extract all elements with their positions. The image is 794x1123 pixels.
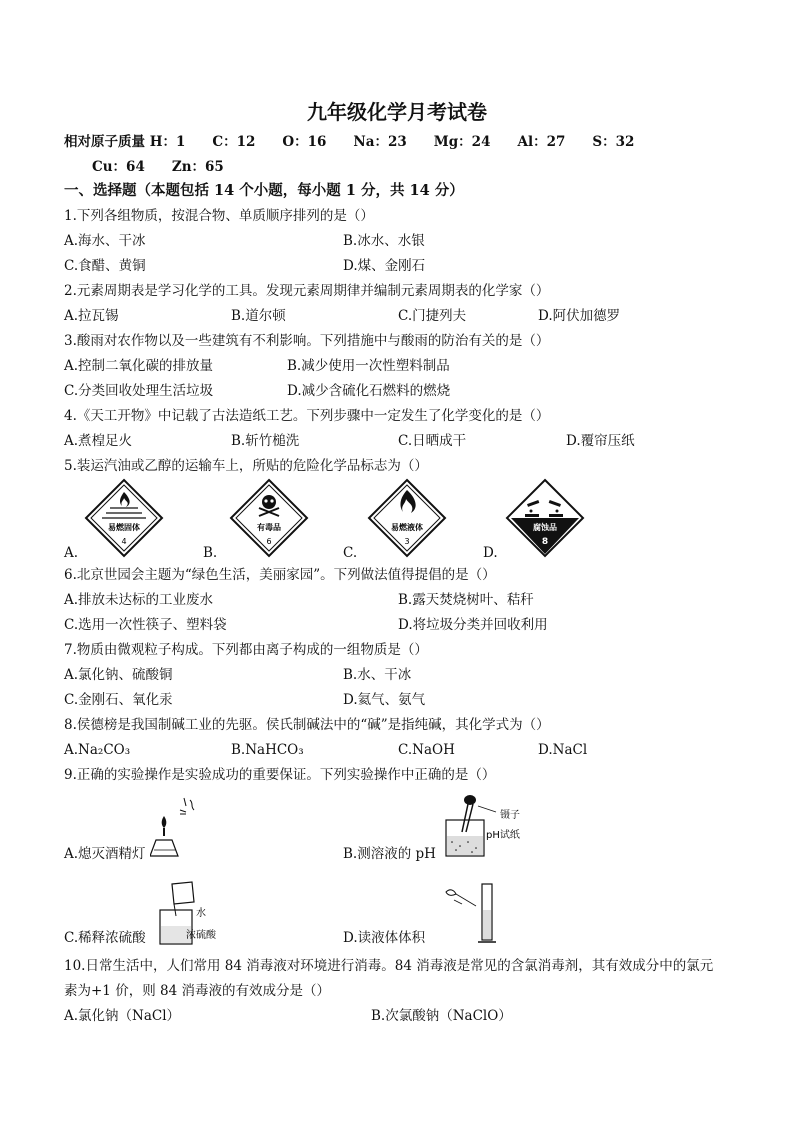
question-stem: 7.物质由微观粒子构成。下列都由离子构成的一组物质是（）: [64, 642, 428, 658]
question-stem: 2.元素周期表是学习化学的工具。发现元素周期律并编制元素周期表的化学家（）: [64, 283, 550, 299]
question-stem: 9.正确的实验操作是实验成功的重要保证。下列实验操作中正确的是（）: [64, 767, 496, 783]
question-stem-cont: 素为+1 价，则 84 消毒液的有效成分是（）: [64, 983, 330, 999]
option: B.测溶液的 pH: [343, 846, 436, 862]
option: A.控制二氧化碳的排放量: [64, 358, 214, 374]
question-stem: 1.下列各组物质，按混合物、单质顺序排列的是（）: [64, 208, 374, 224]
option: A.Na₂CO₃: [64, 742, 131, 758]
ph-test-icon: [440, 792, 560, 862]
toxic-sign-icon: [229, 478, 309, 558]
option: B.次氯酸钠（NaClO）: [371, 1008, 512, 1024]
option: B.冰水、水银: [343, 233, 425, 249]
acid-label: 浓硫酸: [186, 930, 216, 941]
option: C.NaOH: [398, 742, 455, 758]
option: D.将垃圾分类并回收利用: [398, 617, 548, 633]
sign-b-number: 6: [266, 537, 272, 546]
option: A.氯化钠（NaCl）: [64, 1008, 181, 1024]
option: C.: [343, 545, 358, 561]
option: D.煤、金刚石: [343, 258, 426, 274]
sign-d-number: 8: [541, 537, 549, 547]
option: C.稀释浓硫酸: [64, 930, 146, 946]
question-stem: 4.《天工开物》中记载了古法造纸工艺。下列步骤中一定发生了化学变化的是（）: [64, 408, 550, 424]
question-stem: 3.酸雨对农作物以及一些建筑有不利影响。下列措施中与酸雨的防治有关的是（）: [64, 333, 550, 349]
option: D.阿伏加德罗: [538, 308, 621, 324]
flammable-liquid-sign-icon: [367, 478, 447, 558]
alcohol-lamp-icon: [150, 796, 200, 860]
sign-a-text: 易燃固体: [108, 523, 140, 532]
option: D.氦气、氨气: [343, 692, 426, 708]
option: C.金刚石、氧化汞: [64, 692, 173, 708]
flammable-solid-sign-icon: [84, 478, 164, 558]
option: D.NaCl: [538, 742, 588, 758]
option: A.拉瓦锡: [64, 308, 119, 324]
option: C.选用一次性筷子、塑料袋: [64, 617, 227, 633]
page-title: 九年级化学月考试卷: [307, 100, 487, 124]
water-label: 水: [196, 908, 206, 919]
option: C.日晒成干: [398, 433, 467, 449]
option: B.NaHCO₃: [231, 742, 304, 758]
question-stem: 10.日常生活中，人们常用 84 消毒液对环境进行消毒。84 消毒液是常见的含氯消毒剂，其有效成分中的氯元: [64, 958, 714, 974]
option: A.排放未达标的工业废水: [64, 592, 214, 608]
sign-a-number: 4: [121, 537, 127, 546]
graduated-cylinder-icon: [440, 880, 510, 946]
option: B.: [203, 545, 218, 561]
option: A.: [64, 545, 79, 561]
ph-paper-label: pH试纸: [486, 830, 520, 841]
option: B.道尔顿: [231, 308, 286, 324]
tweezers-label: 镊子: [500, 810, 520, 821]
option: A.煮楻足火: [64, 433, 133, 449]
option: D.读液体体积: [343, 930, 426, 946]
option: B.水、干冰: [343, 667, 412, 683]
corrosive-sign-icon: [505, 478, 585, 558]
section-heading: 一、选择题（本题包括 14 个小题，每小题 1 分，共 14 分）: [64, 182, 464, 199]
option: A.氯化钠、硫酸铜: [64, 667, 173, 683]
sign-c-text: 易燃液体: [391, 523, 423, 532]
option: D.覆帘压纸: [566, 433, 635, 449]
atomic-masses-line1: 相对原子质量 H：1 C：12 O：16 Na：23 Mg：24 Al：27 S：32: [64, 134, 635, 150]
option: D.: [483, 545, 498, 561]
question-stem: 6.北京世园会主题为“绿色生活，美丽家园”。下列做法值得提倡的是（）: [64, 567, 496, 583]
option: C.门捷列夫: [398, 308, 467, 324]
atomic-masses-line2: Cu：64 Zn：65: [92, 159, 224, 175]
question-stem: 8.侯德榜是我国制碱工业的先驱。侯氏制碱法中的“碱”是指纯碱，其化学式为（）: [64, 717, 550, 733]
sign-d-text: 腐蚀品: [533, 523, 557, 532]
option: D.减少含硫化石燃料的燃烧: [287, 383, 451, 399]
option: C.食醋、黄铜: [64, 258, 146, 274]
question-stem: 5.装运汽油或乙醇的运输车上，所贴的危险化学品标志为（）: [64, 458, 428, 474]
option: B.斩竹槌洗: [231, 433, 300, 449]
option: A.熄灭酒精灯: [64, 846, 146, 862]
option: B.露天焚烧树叶、秸秆: [398, 592, 534, 608]
dilute-acid-icon: [150, 880, 240, 946]
option: C.分类回收处理生活垃圾: [64, 383, 214, 399]
sign-b-text: 有毒品: [257, 523, 281, 532]
option: B.减少使用一次性塑料制品: [287, 358, 450, 374]
option: A.海水、干冰: [64, 233, 146, 249]
sign-c-number: 3: [404, 537, 410, 546]
